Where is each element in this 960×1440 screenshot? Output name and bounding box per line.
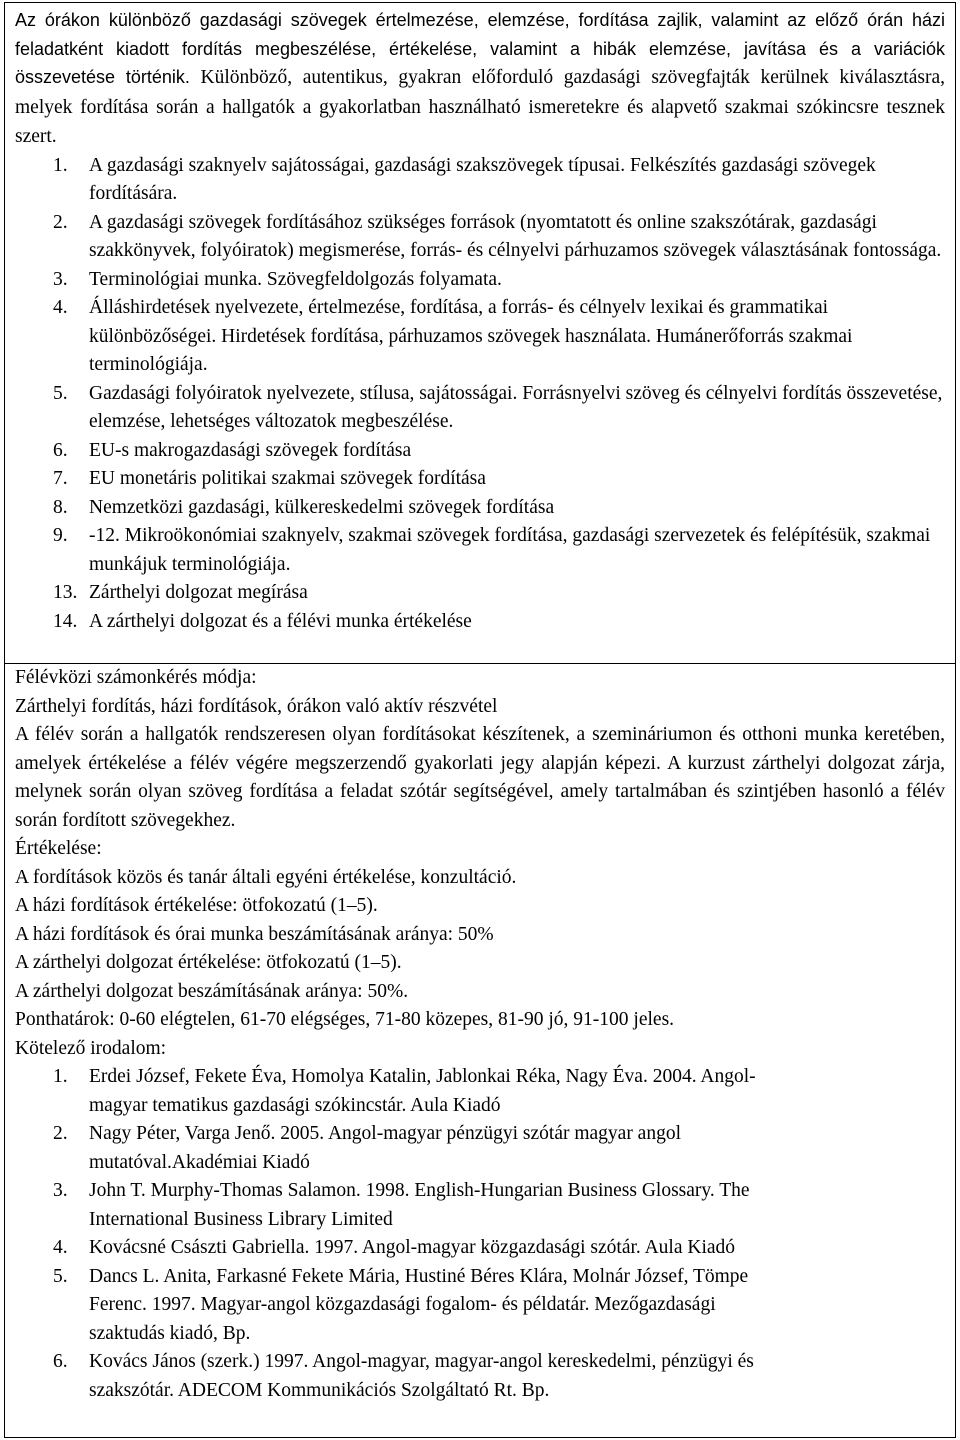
topic-item [5,380,955,437]
topic-text: -12. Mikroökonómiai szaknyelv, szakmai szövegek fordítása, gazdasági szervezetek és felépítésük, szakmai munkájuk terminológiája. [89,525,931,575]
topic-number: 1. [53,154,68,176]
reference-item [5,1234,955,1263]
reference-number: 4. [53,1237,68,1258]
intro-text-sans: Az órákon különböző gazdasági szövegek értelmezése, elemzése, fordítása zajlik, valamint az előző órán házi feladatként kiadott fordítás megbeszélése, értékelése, valamint a hibák elemzése, javítása és a variációk összevetése történik. [15,10,945,87]
topic-number: 7. [53,468,68,489]
reference-line: Erdei József, Fekete Éva, Homolya Katalin, Jablonkai Réka, Nagy Éva. 2004. Angol- [89,1066,756,1087]
topic-item [5,522,955,579]
reference-line: szakszótár. ADECOM Kommunikációs Szolgáltató Rt. Bp. [89,1379,550,1401]
reference-item [5,1348,955,1405]
evaluation-line: A zárthelyi dolgozat értékelése: ötfokozatú (1–5). [15,952,402,973]
topic-number: 4. [53,297,68,318]
topic-number: 2. [53,211,68,233]
intro-text-serif: Különböző, autentikus, gyakran előforduló gazdasági szövegfajták kerülnek kiválasztásra, melyek fordítása során a hallgatók a gyakorlatban használható ismeretekre és alapvető szakmai szókincsre tesznek szert. [15,67,945,147]
topic-text: Gazdasági folyóiratok nyelvezete, stílusa, sajátosságai. Forrásnyelvi szöveg és célnyelvi fordítás összevetése, elemzése, lehetséges változatok megbeszélése. [89,382,943,432]
course-content-cell [5,3,955,664]
reference-item [5,1063,955,1120]
topic-text: A gazdasági szövegek fordításához szükséges források (nyomtatott és online szakszótárak, gazdasági szakkönyvek, folyóiratok) megismerése, forrás- és célnyelvi párhuzamos szövegek választásának fontossága. [89,211,942,261]
reference-item [5,1120,955,1177]
evaluation-line: Ponthatárok: 0-60 elégtelen, 61-70 elégséges, 71-80 közepes, 81-90 jó, 91-100 jeles. [15,1009,675,1030]
literature-heading: Kötelező irodalom: [15,1037,167,1059]
topic-item [5,465,955,494]
topic-text: Álláshirdetések nyelvezete, értelmezése, fordítása, a forrás- és célnyelv lexikai és grammatikai különbözőségei. Hirdetések fordítása, párhuzamos szövegek használata. Humánerőforrás szakmai terminológiája. [89,297,853,375]
reference-line: Kovácsné Császti Gabriella. 1997. Angol-magyar közgazdasági szótár. Aula Kiadó [89,1237,736,1258]
topic-text: Terminológiai munka. Szövegfeldolgozás folyamata. [89,268,502,290]
topic-number: 13. [53,582,78,603]
topic-number: 14. [53,610,78,632]
reference-line: szaktudás kiadó, Bp. [89,1322,251,1344]
reference-line: mutatóval.Akadémiai Kiadó [89,1151,310,1173]
reference-number: 1. [53,1066,68,1087]
reference-line: John T. Murphy-Thomas Salamon. 1998. English-Hungarian Business Glossary. The [89,1180,750,1201]
document-table [4,2,956,1438]
reference-line: Ferenc. 1997. Magyar-angol közgazdasági fogalom- és példatár. Mezőgazdasági [89,1294,716,1315]
assessment-heading: Félévközi számonkérés módja: [15,667,257,688]
reference-number: 2. [53,1123,68,1144]
topic-item [5,608,955,637]
assessment-cell [5,664,955,1437]
topic-item [5,579,955,608]
reference-line: Kovács János (szerk.) 1997. Angol-magyar, magyar-angol kereskedelmi, pénzügyi és [89,1351,754,1372]
topic-number: 5. [53,382,68,404]
reference-line: Nagy Péter, Varga Jenő. 2005. Angol-magyar pénzügyi szótár magyar angol [89,1123,682,1144]
evaluation-line: A házi fordítások értékelése: ötfokozatú (1–5). [15,895,378,916]
topic-text: A zárthelyi dolgozat és a félévi munka értékelése [89,610,472,632]
evaluation-line: A házi fordítások és órai munka beszámításának aránya: 50% [15,923,494,945]
topic-number: 8. [53,496,68,518]
topic-item [5,294,955,380]
topic-item [5,209,955,266]
reference-number: 6. [53,1351,68,1372]
topic-text: EU-s makrogazdasági szövegek fordítása [89,439,412,461]
topic-number: 9. [53,525,68,546]
topic-text: A gazdasági szaknyelv sajátosságai, gazdasági szakszövegek típusai. Felkészítés gazdasági szövegek fordítására. [89,154,876,204]
evaluation-line: A zárthelyi dolgozat beszámításának aránya: 50%. [15,980,409,1002]
intro-paragraph [5,3,955,152]
reference-item [5,1177,955,1234]
reference-item [5,1263,955,1349]
reference-list [5,1063,955,1405]
topic-text: Zárthelyi dolgozat megírása [89,582,308,603]
topic-text: Nemzetközi gazdasági, külkereskedelmi szövegek fordítása [89,496,555,518]
topic-number: 3. [53,268,68,290]
topic-item [5,266,955,295]
assessment-paragraph: A félév során a hallgatók rendszeresen olyan fordításokat készítenek, a szemináriumon és otthoni munka keretében, amelyek értékelése a félév végére megszerzendő gyakorlati jegy alapján képezi. A kurzust zárthelyi dolgozat zárja, melynek során olyan szöveg fordítása a feladat szótár segítségével, amely tartalmában és szintjében hasonló a félév során fordított szövegekhez. [15,724,945,831]
evaluation-heading: Értékelése: [15,838,102,859]
reference-number: 5. [53,1265,68,1287]
reference-line: International Business Library Limited [89,1208,393,1230]
reference-number: 3. [53,1180,68,1201]
evaluation-lines [15,864,945,1035]
topic-number: 6. [53,439,68,461]
reference-line: Dancs L. Anita, Farkasné Fekete Mária, Hustiné Béres Klára, Molnár József, Tömpe [89,1265,749,1287]
topic-item [5,152,955,209]
topic-list [5,152,955,637]
topic-text: EU monetáris politikai szakmai szövegek fordítása [89,468,486,489]
topic-item [5,494,955,523]
assessment-line: Zárthelyi fordítás, házi fordítások, órákon való aktív részvétel [15,695,498,717]
evaluation-line: A fordítások közös és tanár általi egyéni értékelése, konzultáció. [15,866,517,888]
topic-item [5,437,955,466]
reference-line: magyar tematikus gazdasági szókincstár. Aula Kiadó [89,1094,501,1116]
